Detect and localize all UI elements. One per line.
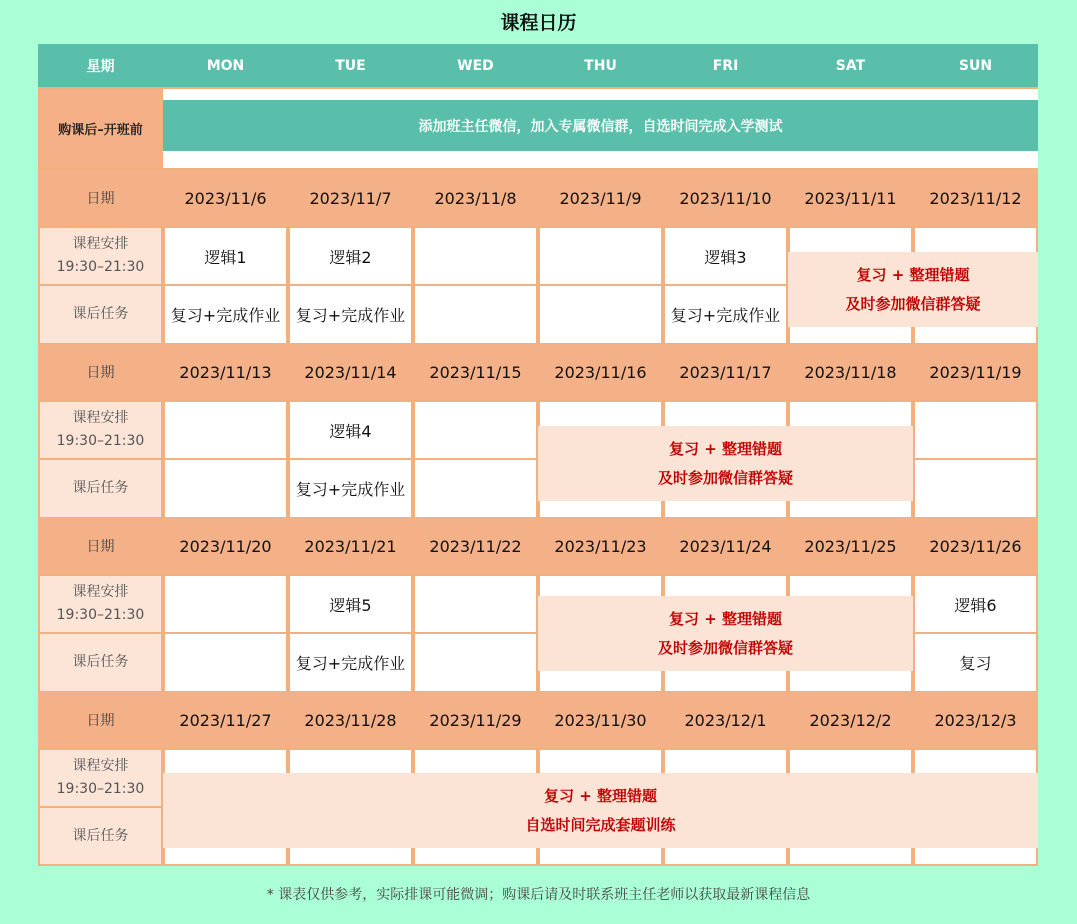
homework-cell: 复习+完成作业 [290,460,411,517]
lesson-cell: 逻辑2 [290,228,411,284]
homework-cell [415,634,536,691]
header-day-thu: THU [538,44,663,87]
date-row-label: 日期 [38,692,163,748]
date-cell: 2023/12/1 [663,692,788,748]
date-cell: 2023/11/30 [538,692,663,748]
date-cell: 2023/11/25 [788,518,913,574]
date-cell: 2023/11/27 [163,692,288,748]
date-cell: 2023/11/12 [913,170,1038,226]
date-cell: 2023/11/26 [913,518,1038,574]
date-cell: 2023/11/21 [288,518,413,574]
schedule-time-text: 19:30–21:30 [56,781,145,797]
date-cell: 2023/12/3 [913,692,1038,748]
date-row-label: 日期 [38,344,163,400]
homework-cell: 复习+完成作业 [290,634,411,691]
date-cell: 2023/12/2 [788,692,913,748]
date-cell: 2023/11/18 [788,344,913,400]
lesson-cell [415,402,536,458]
schedule-label-text: 课程安排 [72,410,129,426]
homework-cell [165,460,286,517]
lesson-cell: 逻辑6 [915,576,1036,632]
date-cell: 2023/11/9 [538,170,663,226]
review-line-2: 及时参加微信群答疑 [657,468,793,487]
lesson-cell [915,402,1036,458]
pre-class-text: 添加班主任微信，加入专属微信群，自选时间完成入学测试 [163,100,1038,151]
date-cell: 2023/11/24 [663,518,788,574]
date-cell: 2023/11/6 [163,170,288,226]
review-line-1: 复习 + 整理错题 [668,439,782,458]
review-line-1: 复习 + 整理错题 [668,609,782,628]
schedule-time-text: 19:30–21:30 [56,607,145,623]
review-line-2: 及时参加微信群答疑 [657,638,793,657]
schedule-row-label [40,750,161,806]
homework-cell: 复习+完成作业 [290,286,411,343]
review-block [163,773,1038,848]
lesson-cell [415,576,536,632]
header-day-sat: SAT [788,44,913,87]
homework-cell: 复习 [915,634,1036,691]
date-row-label: 日期 [38,170,163,226]
homework-cell [165,634,286,691]
homework-cell [540,286,661,343]
date-cell: 2023/11/11 [788,170,913,226]
lesson-cell [415,228,536,284]
lesson-cell: 逻辑1 [165,228,286,284]
review-line-1: 复习 + 整理错题 [543,786,657,805]
lesson-cell [165,576,286,632]
schedule-row-label [40,576,161,632]
date-cell: 2023/11/17 [663,344,788,400]
date-cell: 2023/11/14 [288,344,413,400]
date-cell: 2023/11/15 [413,344,538,400]
header-week-label: 星期 [38,44,163,87]
date-cell: 2023/11/22 [413,518,538,574]
review-block [538,596,913,671]
header-day-mon: MON [163,44,288,87]
schedule-time-text: 19:30–21:30 [56,259,145,275]
date-cell: 2023/11/23 [538,518,663,574]
footnote: * 课表仅供参考，实际排课可能微调；购课后请及时联系班主任老师以获取最新课程信息 [266,887,811,903]
calendar-grid [38,44,1038,866]
date-row-label: 日期 [38,518,163,574]
homework-row-label: 课后任务 [40,286,161,343]
date-cell: 2023/11/7 [288,170,413,226]
header-day-wed: WED [413,44,538,87]
review-line-2: 自选时间完成套题训练 [525,815,676,834]
schedule-row-label [40,228,161,284]
lesson-cell: 逻辑4 [290,402,411,458]
header-day-fri: FRI [663,44,788,87]
homework-cell [415,286,536,343]
date-cell: 2023/11/10 [663,170,788,226]
homework-row-label: 课后任务 [40,634,161,691]
pre-class-label: 购课后–开班前 [40,89,161,168]
homework-row-label: 课后任务 [40,808,161,864]
review-block [538,426,913,501]
header-day-sun: SUN [913,44,1038,87]
schedule-label-text: 课程安排 [72,584,129,600]
homework-cell [415,460,536,517]
homework-cell: 复习+完成作业 [665,286,786,343]
date-cell: 2023/11/20 [163,518,288,574]
date-cell: 2023/11/28 [288,692,413,748]
date-cell: 2023/11/16 [538,344,663,400]
schedule-row-label [40,402,161,458]
date-cell: 2023/11/19 [913,344,1038,400]
lesson-cell [165,402,286,458]
date-cell: 2023/11/8 [413,170,538,226]
lesson-cell: 逻辑3 [665,228,786,284]
review-block [788,252,1038,327]
schedule-label-text: 课程安排 [72,236,129,252]
date-cell: 2023/11/13 [163,344,288,400]
date-cell: 2023/11/29 [413,692,538,748]
lesson-cell: 逻辑5 [290,576,411,632]
homework-cell: 复习+完成作业 [165,286,286,343]
homework-cell [915,460,1036,517]
schedule-label-text: 课程安排 [72,758,129,774]
schedule-time-text: 19:30–21:30 [56,433,145,449]
lesson-cell [540,228,661,284]
review-line-2: 及时参加微信群答疑 [845,294,981,313]
review-line-1: 复习 + 整理错题 [856,265,970,284]
header-day-tue: TUE [288,44,413,87]
page-title: 课程日历 [500,12,577,34]
homework-row-label: 课后任务 [40,460,161,517]
